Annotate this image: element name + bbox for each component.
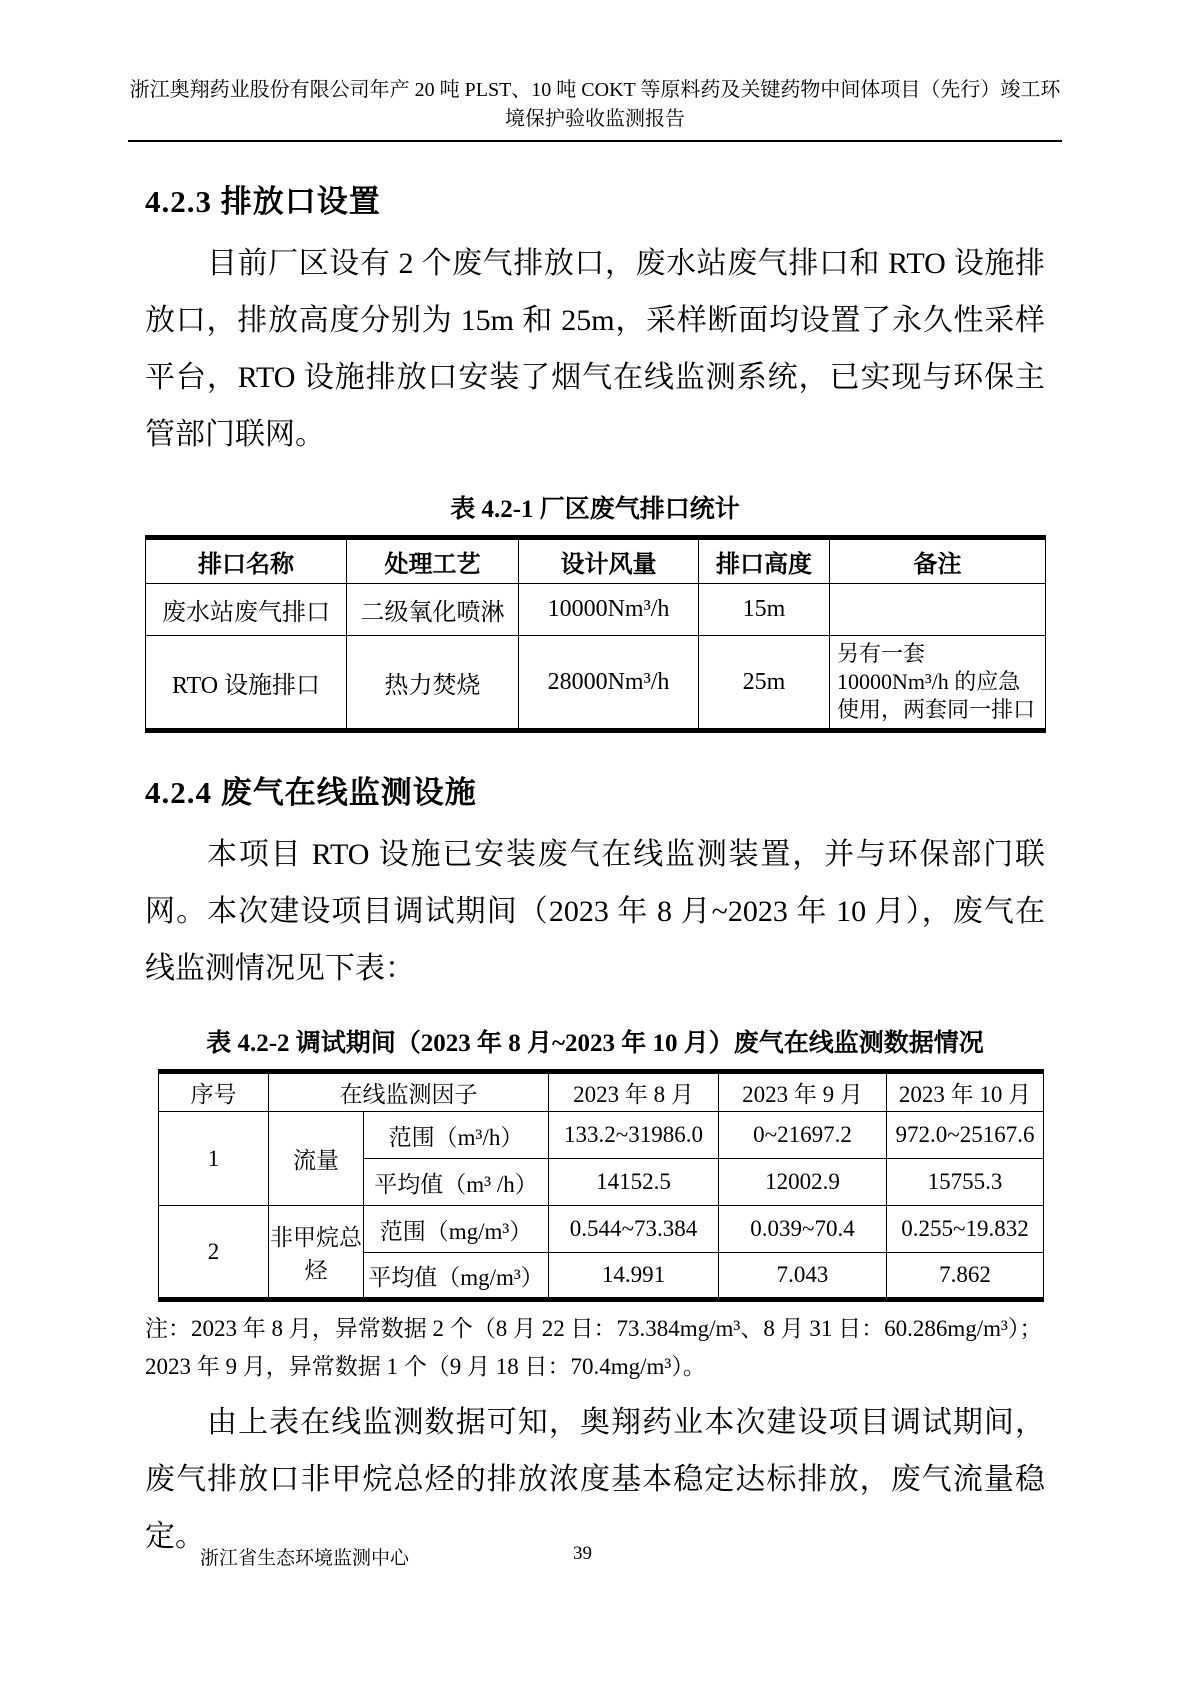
cell-value-sep: 7.043: [719, 1253, 887, 1300]
cell-outlet-name: 废水站废气排口: [146, 584, 347, 636]
running-header: [128, 0, 1062, 142]
table1-header-remark: 备注: [830, 538, 1046, 584]
table1-row-rto: [146, 636, 1046, 731]
running-header-line1: 浙江奥翔药业股份有限公司年产 20 吨 PLST、10 吨 COKT 等原料药及关键药物中间体项目（先行）竣工环: [129, 79, 1061, 101]
cell-value-oct: 15755.3: [887, 1159, 1044, 1206]
table2-row-flow-range: [159, 1112, 1044, 1159]
cell-outlet-name: RTO 设施排口: [146, 636, 347, 731]
table2-note: [145, 1310, 1045, 1386]
cell-value-aug: 0.544~73.384: [549, 1206, 719, 1253]
table1-header-row: [146, 538, 1046, 584]
table-outlet-statistics: [145, 535, 1046, 733]
table2-header-factor: 在线监测因子: [269, 1072, 549, 1112]
cell-value-aug: 14152.5: [549, 1159, 719, 1206]
table2-header-aug: 2023 年 8 月: [549, 1072, 719, 1112]
cell-process: 二级氧化喷淋: [347, 584, 519, 636]
table2-header-sep: 2023 年 9 月: [719, 1072, 887, 1112]
table2-header-no: 序号: [159, 1072, 269, 1112]
cell-value-aug: 14.991: [549, 1253, 719, 1300]
paragraph-outlet-setup: 目前厂区设有 2 个废气排放口，废水站废气排口和 RTO 设施排放口，排放高度分别为 15m 和 25m，采样断面均设置了永久性采样平台，RTO 设施排放口安装了烟气在线监测系统，已实现与环保主管部门联网。: [145, 247, 1045, 451]
cell-factor: 非甲烷总烃: [269, 1206, 364, 1300]
cell-height: 15m: [699, 584, 830, 636]
table1-header-height: 排口高度: [699, 538, 830, 584]
table-online-monitoring-data: [158, 1069, 1044, 1302]
cell-value-oct: 7.862: [887, 1253, 1044, 1300]
footer-page-number: 39: [573, 1543, 592, 1564]
cell-value-sep: 12002.9: [719, 1159, 887, 1206]
cell-factor: 流量: [269, 1112, 364, 1206]
running-header-line2: 境保护验收监测报告: [505, 108, 685, 130]
cell-value-oct: 0.255~19.832: [887, 1206, 1044, 1253]
cell-height: 25m: [699, 636, 830, 731]
table2-header-row: [159, 1072, 1044, 1112]
cell-metric: 范围（m³/h）: [364, 1112, 549, 1159]
cell-value-sep: 0~21697.2: [719, 1112, 887, 1159]
table2-caption: 表 4.2-2 调试期间（2023 年 8 月~2023 年 10 月）废气在线监测数据情况: [206, 1030, 984, 1057]
section-heading-4-2-4: 4.2.4 废气在线监测设施: [145, 775, 477, 810]
cell-value-sep: 0.039~70.4: [719, 1206, 887, 1253]
table1-header-outlet-name: 排口名称: [146, 538, 347, 584]
table2-row-nmhc-range: [159, 1206, 1044, 1253]
cell-metric: 平均值（m³ /h）: [364, 1159, 549, 1206]
cell-remark: 另有一套 10000Nm³/h 的应急使用，两套同一排口: [830, 636, 1046, 731]
cell-airflow: 28000Nm³/h: [519, 636, 699, 731]
page-body: [145, 176, 1045, 1565]
cell-remark: [830, 584, 1046, 636]
cell-no: 2: [159, 1206, 269, 1300]
paragraph-conclusion: 由上表在线监测数据可知，奥翔药业本次建设项目调试期间，废气排放口非甲烷总烃的排放浓度基本稳定达标排放，废气流量稳定。: [145, 1406, 1045, 1553]
cell-value-oct: 972.0~25167.6: [887, 1112, 1044, 1159]
table1-row-wastewater: [146, 584, 1046, 636]
section-heading-4-2-3: 4.2.3 排放口设置: [145, 184, 381, 219]
cell-process: 热力焚烧: [347, 636, 519, 731]
table1-header-process: 处理工艺: [347, 538, 519, 584]
table2-note-line2: 2023 年 9 月，异常数据 1 个（9 月 18 日：70.4mg/m³）。: [145, 1354, 706, 1379]
cell-value-aug: 133.2~31986.0: [549, 1112, 719, 1159]
table2-header-oct: 2023 年 10 月: [887, 1072, 1044, 1112]
cell-metric: 范围（mg/m³）: [364, 1206, 549, 1253]
table1-header-airflow: 设计风量: [519, 538, 699, 584]
paragraph-online-monitoring: 本项目 RTO 设施已安装废气在线监测装置，并与环保部门联网。本次建设项目调试期间（2023 年 8 月~2023 年 10 月），废气在线监测情况见下表：: [145, 838, 1045, 985]
table2-note-line1: 注：2023 年 8 月，异常数据 2 个（8 月 22 日：73.384mg/m³、8 月 31 日：60.286mg/m³）；: [145, 1316, 1043, 1341]
cell-airflow: 10000Nm³/h: [519, 584, 699, 636]
cell-metric: 平均值（mg/m³）: [364, 1253, 549, 1300]
footer-organization: 浙江省生态环境监测中心: [200, 1548, 410, 1569]
table1-caption: 表 4.2-1 厂区废气排口统计: [450, 496, 740, 523]
cell-no: 1: [159, 1112, 269, 1206]
